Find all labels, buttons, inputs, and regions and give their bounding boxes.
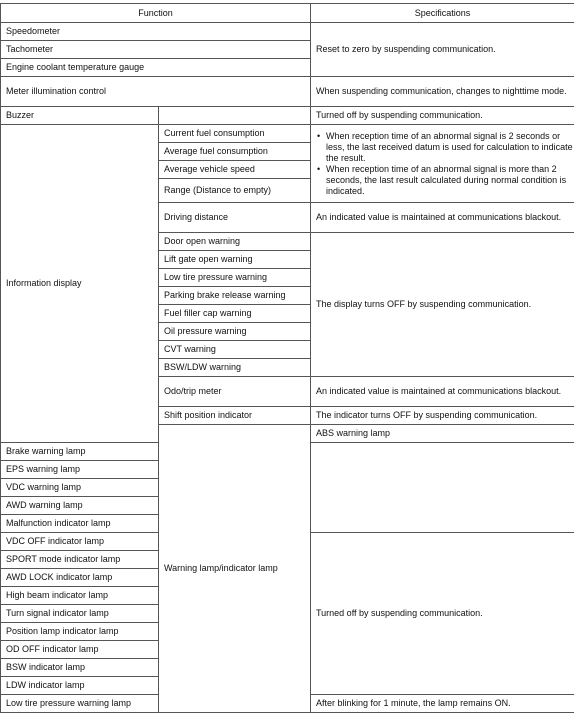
specifications-header: Specifications — [311, 4, 574, 23]
function-awd-lamp: AWD warning lamp — [1, 497, 159, 515]
function-fuel-filler: Fuel filler cap warning — [159, 305, 311, 323]
spec-odo-trip: An indicated value is maintained at communications blackout. — [311, 377, 574, 407]
spec-display-off: The display turns OFF by suspending communication. — [311, 233, 574, 377]
spec-bullet: • When reception time of an abnormal signal is more than 2 seconds, the last result calculated during normal condition is indicated. — [316, 164, 574, 197]
function-coolant-gauge: Engine coolant temperature gauge — [1, 59, 311, 77]
function-header: Function — [1, 4, 311, 23]
function-malfunction-lamp: Malfunction indicator lamp — [1, 515, 159, 533]
function-bsw-ldw: BSW/LDW warning — [159, 359, 311, 377]
table-row — [1, 77, 574, 107]
function-turn-signal-lamp: Turn signal indicator lamp — [1, 605, 159, 623]
function-lift-gate: Lift gate open warning — [159, 251, 311, 269]
function-bsw-lamp: BSW indicator lamp — [1, 659, 159, 677]
function-current-fuel: Current fuel consumption — [159, 125, 311, 143]
function-cvt: CVT warning — [159, 341, 311, 359]
function-low-tire: Low tire pressure warning — [159, 269, 311, 287]
function-average-fuel: Average fuel consumption — [159, 143, 311, 161]
spec-shift-position: The indicator turns OFF by suspending communication. — [311, 407, 574, 425]
function-eps-lamp: EPS warning lamp — [1, 461, 159, 479]
function-vdc-off-lamp: VDC OFF indicator lamp — [1, 533, 159, 551]
function-position-lamp: Position lamp indicator lamp — [1, 623, 159, 641]
spec-tire-pressure-lamp: After blinking for 1 minute, the lamp remains ON. — [311, 695, 574, 713]
function-average-speed: Average vehicle speed — [159, 161, 311, 179]
function-sport-mode-lamp: SPORT mode indicator lamp — [1, 551, 159, 569]
function-speedometer: Speedometer — [1, 23, 311, 41]
function-buzzer: Buzzer — [1, 107, 159, 125]
function-brake-lamp: Brake warning lamp — [1, 443, 159, 461]
function-tachometer: Tachometer — [1, 41, 311, 59]
spec-meter-illumination: When suspending communication, changes to nighttime mode. — [311, 77, 574, 107]
empty-cell — [159, 107, 311, 125]
spec-driving-distance: An indicated value is maintained at communications blackout. — [311, 203, 574, 233]
function-oil-pressure: Oil pressure warning — [159, 323, 311, 341]
table-row — [1, 125, 574, 143]
function-door-open: Door open warning — [159, 233, 311, 251]
function-meter-illumination: Meter illumination control — [1, 77, 311, 107]
spec-buzzer: Turned off by suspending communication. — [311, 107, 574, 125]
function-spec-table — [0, 3, 574, 713]
function-ldw-lamp: LDW indicator lamp — [1, 677, 159, 695]
group-warning-lamps: Warning lamp/indicator lamp — [159, 425, 311, 713]
function-tire-pressure-lamp: Low tire pressure warning lamp — [1, 695, 159, 713]
function-awd-lock-lamp: AWD LOCK indicator lamp — [1, 569, 159, 587]
function-high-beam-lamp: High beam indicator lamp — [1, 587, 159, 605]
spec-reset-zero: Reset to zero by suspending communication. — [311, 23, 574, 77]
function-driving-distance: Driving distance — [159, 203, 311, 233]
function-odo-trip: Odo/trip meter — [159, 377, 311, 407]
table-row — [1, 23, 574, 41]
function-od-off-lamp: OD OFF indicator lamp — [1, 641, 159, 659]
spec-turned-off: Turned off by suspending communication. — [311, 533, 574, 695]
header-row — [1, 4, 574, 23]
spec-bullet: • When reception time of an abnormal signal is 2 seconds or less, the last received datum is used for calculation to indicate the result. — [316, 131, 574, 164]
group-information-display: Information display — [1, 125, 159, 443]
function-range: Range (Distance to empty) — [159, 179, 311, 203]
function-shift-position: Shift position indicator — [159, 407, 311, 425]
spec-fuel-bullets — [311, 125, 574, 203]
function-abs-lamp: ABS warning lamp — [311, 425, 574, 443]
function-vdc-lamp: VDC warning lamp — [1, 479, 159, 497]
function-parking-brake: Parking brake release warning — [159, 287, 311, 305]
table-row — [1, 107, 574, 125]
